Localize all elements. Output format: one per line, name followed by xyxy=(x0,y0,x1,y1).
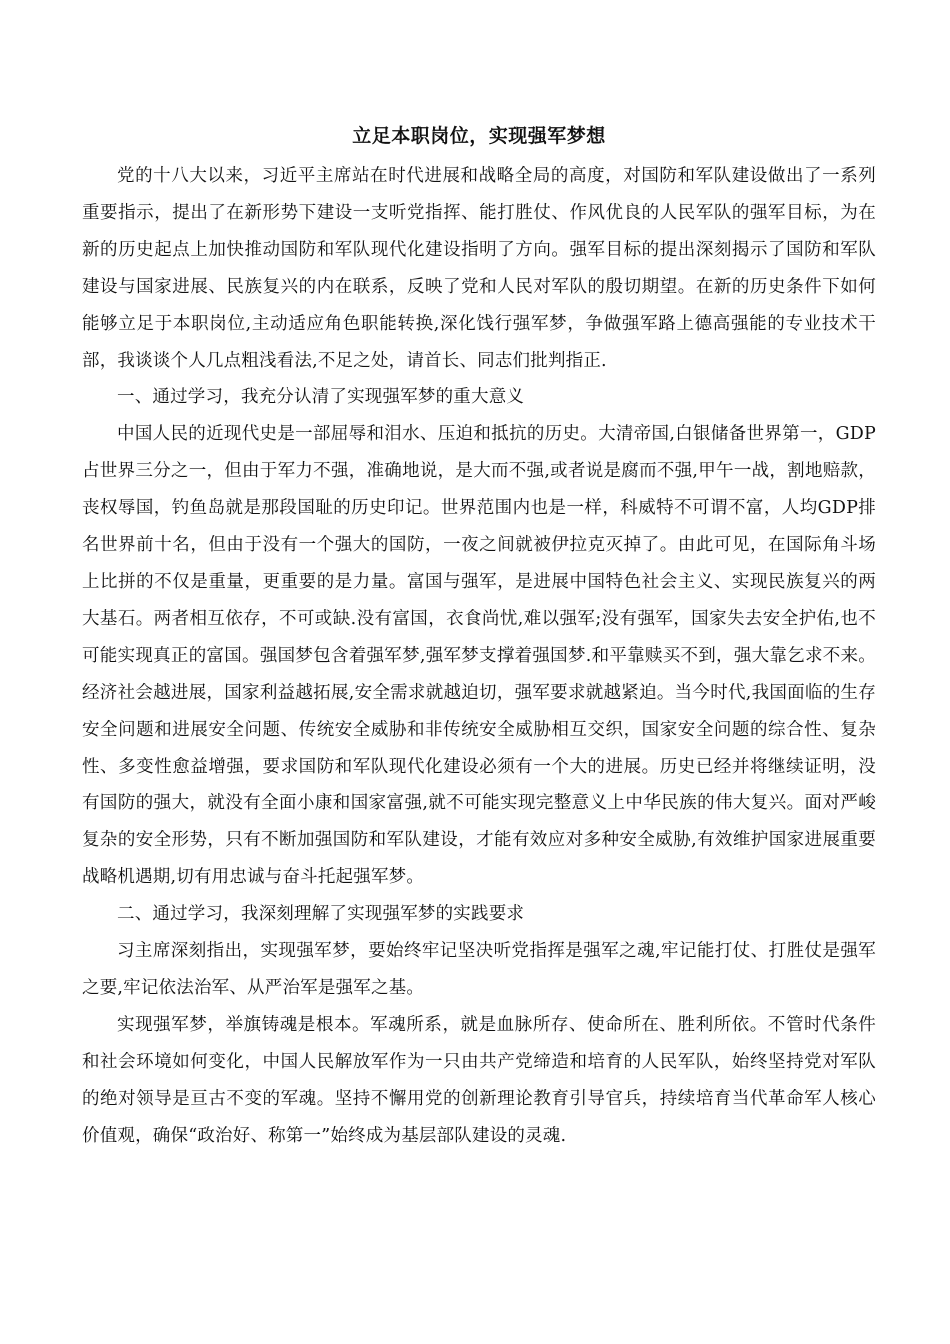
section-heading-2: 二、通过学习，我深刻理解了实现强军梦的实践要求 xyxy=(117,904,525,925)
paragraph-intro: 党的十八大以来，习近平主席站在时代进展和战略全局的高度，对国防和军队建设做出了一系列重要指示，提出了在新形势下建设一支听党指挥、能打胜仗、作风优良的人民军队的强军目标，为在新的历史起点上加快推动国防和军队现代化建设指明了方向。强军目标的提出深刻揭示了国防和军队建设与国家进展、民族复兴的内在联系，反映了党和人民对军队的殷切期望。在新的历史条件下如何能够立足于本职岗位,主动适应角色职能转换,深化饯行强军梦，争做强军路上德高强能的专业技术干部，我谈谈个人几点粗浅看法,不足之处，请首长、同志们批判指正. xyxy=(82,166,876,371)
document-body xyxy=(82,118,876,1154)
paragraph-history: 中国人民的近现代史是一部屈辱和泪水、压迫和抵抗的历史。大清帝国,白银储备世界第一，GDP占世界三分之一，但由于军力不强，准确地说，是大而不强,或者说是腐而不强,甲午一战，割地赔款，丧权辱国，钓鱼岛就是那段国耻的历史印记。世界范围内也是一样，科威特不可谓不富，人均GDP排名世界前十名，但由于没有一个强大的国防，一夜之间就被伊拉克灭掉了。由此可见，在国际角斗场上比拼的不仅是重量，更重要的是力量。富国与强军，是进展中国特色社会主义、实现民族复兴的两大基石。两者相互依存，不可或缺.没有富国，衣食尚忧,难以强军;没有强军，国家失去安全护佑,也不可能实现真正的富国。强国梦包含着强军梦,强军梦支撑着强国梦.和平靠赎买不到，强大靠乞求不来。经济社会越进展，国家利益越拓展,安全需求就越迫切，强军要求就越紧迫。当今时代,我国面临的生存安全问题和进展安全问题、传统安全威胁和非传统安全威胁相互交织，国家安全问题的综合性、复杂性、多变性愈益增强，要求国防和军队现代化建设必须有一个大的进展。历史已经并将继续证明，没有国防的强大，就没有全面小康和国家富强,就不可能实现完整意义上中华民族的伟大复兴。面对严峻复杂的安全形势，只有不断加强国防和军队建设，才能有效应对多种安全威胁,有效维护国家进展重要战略机遇期,切有用忠诚与奋斗托起强军梦。 xyxy=(82,424,876,888)
paragraph-soul: 实现强军梦，举旗铸魂是根本。军魂所系，就是血脉所存、使命所在、胜利所依。不管时代条件和社会环境如何变化，中国人民解放军作为一只由共产党缔造和培育的人民军队，始终坚持党对军队的绝对领导是亘古不变的军魂。坚持不懈用党的创新理论教育引导官兵，持续培育当代革命军人核心价值观，确保“政治好、称第一”始终成为基层部队建设的灵魂. xyxy=(82,1014,876,1146)
section-heading-1: 一、通过学习，我充分认清了实现强军梦的重大意义 xyxy=(117,387,525,408)
paragraph-requirements: 习主席深刻指出，实现强军梦，要始终牢记坚决听党指挥是强军之魂,牢记能打仗、打胜仗是强军之要,牢记依法治军、从严治军是强军之基。 xyxy=(82,941,876,998)
document-title: 立足本职岗位，实现强军梦想 xyxy=(352,125,606,147)
